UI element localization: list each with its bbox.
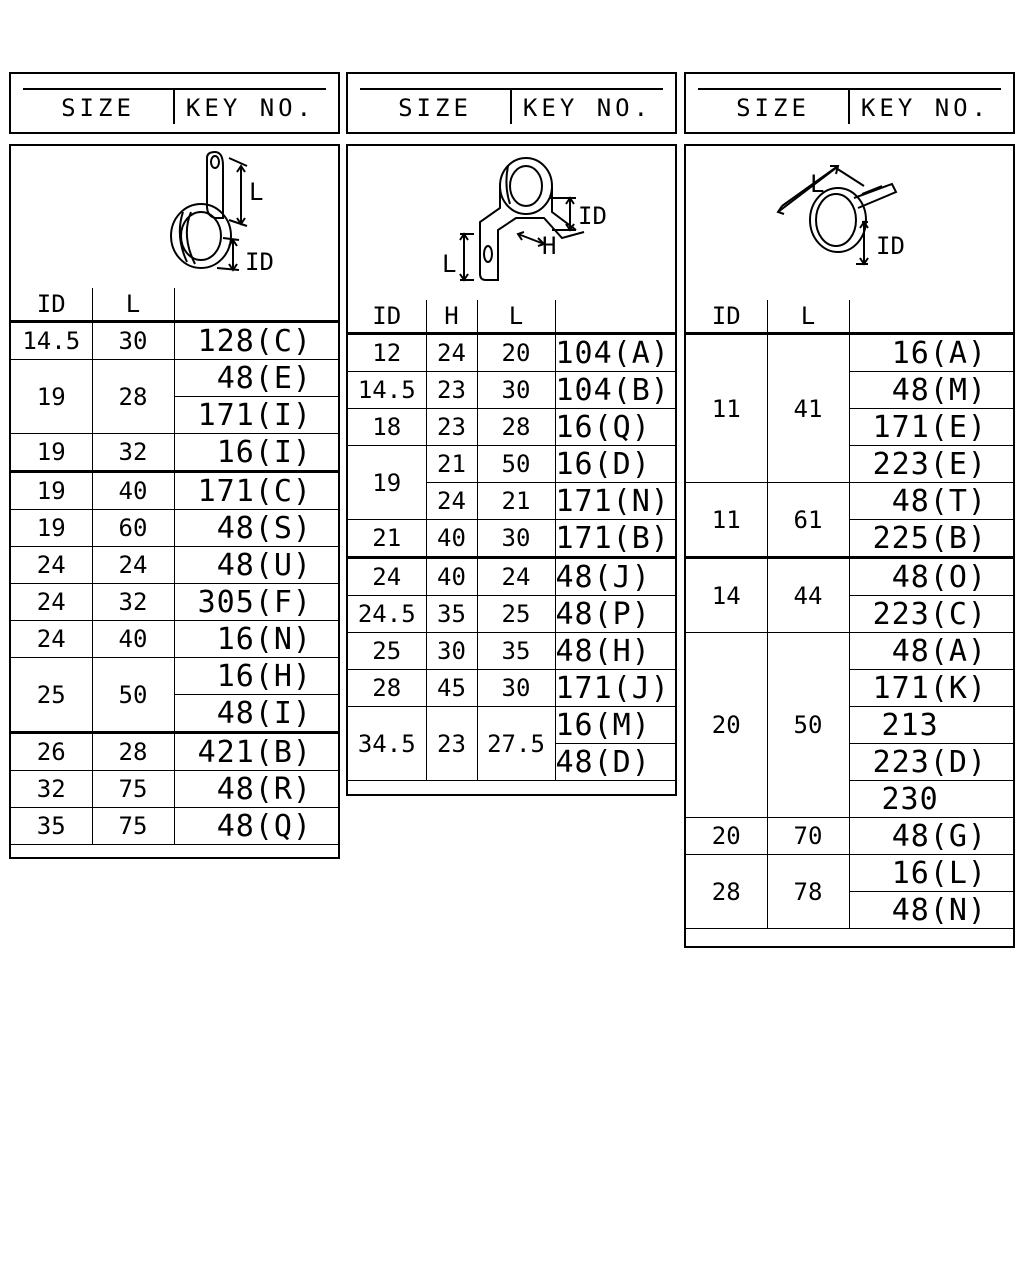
cell-id: 32 (11, 771, 92, 808)
cell-key: 128(C) (174, 322, 338, 360)
cell-h: 40 (426, 558, 477, 596)
cell-id: 28 (348, 670, 426, 707)
table-row (11, 472, 338, 510)
cell-id: 11 (686, 334, 767, 483)
header-key-no: KEY NO. (185, 94, 316, 122)
table-row (11, 771, 338, 808)
cell-l: 44 (767, 558, 849, 633)
cell-key: 48(T) (849, 483, 1013, 520)
cell-key: 225(B) (849, 520, 1013, 558)
cell-id: 21 (348, 520, 426, 558)
dim-label-id: ID (245, 248, 274, 276)
header-key-no: KEY NO. (860, 94, 991, 122)
table-clamp-type-2 (348, 300, 675, 781)
col-header-id: ID (348, 300, 426, 334)
cell-key: 171(J) (555, 670, 675, 707)
dim-label-l: L (249, 178, 264, 206)
cell-l: 41 (767, 334, 849, 483)
cell-key: 171(I) (174, 397, 338, 434)
cell-l: 25 (477, 596, 555, 633)
table-row (348, 520, 675, 558)
cell-key: 223(C) (849, 596, 1013, 633)
cell-key: 171(K) (849, 670, 1013, 707)
table-row (11, 621, 338, 658)
cell-key: 16(L) (849, 855, 1013, 892)
cell-l: 27.5 (477, 707, 555, 781)
cell-l: 50 (767, 633, 849, 818)
cell-h: 23 (426, 372, 477, 409)
table-row (11, 510, 338, 547)
cell-l: 75 (92, 808, 174, 845)
cell-h: 24 (426, 483, 477, 520)
cell-id: 28 (686, 855, 767, 929)
cell-l: 40 (92, 621, 174, 658)
table-row (11, 584, 338, 621)
col-header-l: L (92, 288, 174, 322)
cell-l: 30 (477, 372, 555, 409)
cell-l: 28 (477, 409, 555, 446)
cell-h: 40 (426, 520, 477, 558)
cell-key: 48(A) (849, 633, 1013, 670)
col-header-id: ID (686, 300, 767, 334)
cell-key: 48(N) (849, 892, 1013, 929)
cell-id: 19 (11, 360, 92, 434)
cell-key: 16(M) (555, 707, 675, 744)
cell-id: 11 (686, 483, 767, 558)
cell-id: 34.5 (348, 707, 426, 781)
table-row (348, 633, 675, 670)
cell-l: 50 (92, 658, 174, 733)
col-header-key (849, 300, 1013, 334)
cell-key: 48(U) (174, 547, 338, 584)
cell-id: 19 (11, 472, 92, 510)
cell-key: 48(M) (849, 372, 1013, 409)
cell-l: 28 (92, 360, 174, 434)
cell-key: 171(E) (849, 409, 1013, 446)
cell-l: 24 (477, 558, 555, 596)
cell-key: 48(E) (174, 360, 338, 397)
table-row (11, 808, 338, 845)
table-clamp-type-3 (686, 300, 1013, 929)
cell-l: 78 (767, 855, 849, 929)
cell-key: 223(D) (849, 744, 1013, 781)
cell-h: 30 (426, 633, 477, 670)
cell-id: 26 (11, 733, 92, 771)
cell-key: 223(E) (849, 446, 1013, 483)
cell-l: 20 (477, 334, 555, 372)
cell-id: 19 (11, 510, 92, 547)
col-header-key (174, 288, 338, 322)
cell-l: 75 (92, 771, 174, 808)
header-size-key-1 (9, 72, 340, 134)
cell-key: 213 (849, 707, 1013, 744)
cell-l: 21 (477, 483, 555, 520)
col-header-id: ID (11, 288, 92, 322)
header-size: SIZE (398, 94, 472, 122)
cell-l: 32 (92, 584, 174, 621)
cell-h: 23 (426, 409, 477, 446)
table-row (11, 547, 338, 584)
cell-key: 104(B) (555, 372, 675, 409)
col-header-key (555, 300, 675, 334)
cell-key: 48(G) (849, 818, 1013, 855)
cell-id: 14.5 (11, 322, 92, 360)
cell-key: 48(D) (555, 744, 675, 781)
cell-id: 35 (11, 808, 92, 845)
cell-l: 30 (92, 322, 174, 360)
cell-h: 35 (426, 596, 477, 633)
table-row (11, 360, 338, 397)
cell-key: 16(A) (849, 334, 1013, 372)
table-row (348, 409, 675, 446)
table-row (348, 558, 675, 596)
cell-key: 16(I) (174, 434, 338, 472)
cell-key: 16(N) (174, 621, 338, 658)
dim-label-id: ID (876, 232, 905, 260)
cell-h: 23 (426, 707, 477, 781)
table-row (348, 707, 675, 744)
cell-key: 16(D) (555, 446, 675, 483)
table-row (348, 596, 675, 633)
cell-id: 20 (686, 633, 767, 818)
panel-clamp-type-3 (684, 144, 1015, 948)
cell-key: 171(N) (555, 483, 675, 520)
cell-l: 50 (477, 446, 555, 483)
panel-clamp-type-2 (346, 144, 677, 796)
cell-key: 230 (849, 781, 1013, 818)
cell-key: 171(C) (174, 472, 338, 510)
cell-h: 21 (426, 446, 477, 483)
col-header-l: L (477, 300, 555, 334)
table-row (686, 633, 1013, 670)
cell-key: 104(A) (555, 334, 675, 372)
cell-key: 48(P) (555, 596, 675, 633)
cell-key: 48(H) (555, 633, 675, 670)
cell-id: 24.5 (348, 596, 426, 633)
cell-key: 305(F) (174, 584, 338, 621)
cell-id: 24 (11, 584, 92, 621)
table-row (348, 446, 675, 483)
cell-id: 12 (348, 334, 426, 372)
header-size-key-3 (684, 72, 1015, 134)
cell-key: 421(B) (174, 733, 338, 771)
header-size-key-2 (346, 72, 677, 134)
table-row (686, 483, 1013, 520)
cell-id: 24 (348, 558, 426, 596)
cell-id: 18 (348, 409, 426, 446)
header-size: SIZE (61, 94, 135, 122)
clamp-type-3-illustration (686, 146, 1013, 300)
table-row (348, 334, 675, 372)
table-clamp-type-1 (11, 288, 338, 845)
cell-l: 40 (92, 472, 174, 510)
cell-h: 45 (426, 670, 477, 707)
cell-id: 25 (348, 633, 426, 670)
cell-key: 16(Q) (555, 409, 675, 446)
cell-key: 48(J) (555, 558, 675, 596)
cell-id: 24 (11, 621, 92, 658)
cell-l: 70 (767, 818, 849, 855)
header-size: SIZE (736, 94, 810, 122)
cell-l: 30 (477, 520, 555, 558)
dim-label-h: H (542, 232, 557, 260)
dim-label-id: ID (578, 202, 607, 230)
cell-h: 24 (426, 334, 477, 372)
dim-label-l: L (810, 170, 825, 198)
col-header-h: H (426, 300, 477, 334)
cell-id: 19 (348, 446, 426, 520)
cell-l: 35 (477, 633, 555, 670)
cell-key: 171(B) (555, 520, 675, 558)
cell-key: 48(S) (174, 510, 338, 547)
cell-id: 19 (11, 434, 92, 472)
cell-id: 20 (686, 818, 767, 855)
cell-l: 60 (92, 510, 174, 547)
col-header-l: L (767, 300, 849, 334)
cell-key: 48(O) (849, 558, 1013, 596)
table-row (686, 558, 1013, 596)
table-row (11, 434, 338, 472)
clamp-type-1-illustration (11, 146, 338, 288)
cell-l: 24 (92, 547, 174, 584)
table-row (11, 322, 338, 360)
table-row (686, 818, 1013, 855)
table-row (686, 855, 1013, 892)
cell-key: 48(Q) (174, 808, 338, 845)
dim-label-l: L (442, 250, 457, 278)
cell-l: 32 (92, 434, 174, 472)
table-row (348, 670, 675, 707)
table-row (11, 658, 338, 695)
cell-id: 24 (11, 547, 92, 584)
cell-l: 28 (92, 733, 174, 771)
cell-id: 25 (11, 658, 92, 733)
header-key-no: KEY NO. (522, 94, 653, 122)
cell-key: 48(R) (174, 771, 338, 808)
table-row (11, 733, 338, 771)
clamp-type-2-illustration (348, 146, 675, 300)
cell-key: 16(H) (174, 658, 338, 695)
cell-id: 14.5 (348, 372, 426, 409)
cell-id: 14 (686, 558, 767, 633)
cell-l: 61 (767, 483, 849, 558)
panel-clamp-type-1 (9, 144, 340, 859)
cell-l: 30 (477, 670, 555, 707)
table-row (686, 334, 1013, 372)
cell-key: 48(I) (174, 695, 338, 733)
table-row (348, 372, 675, 409)
